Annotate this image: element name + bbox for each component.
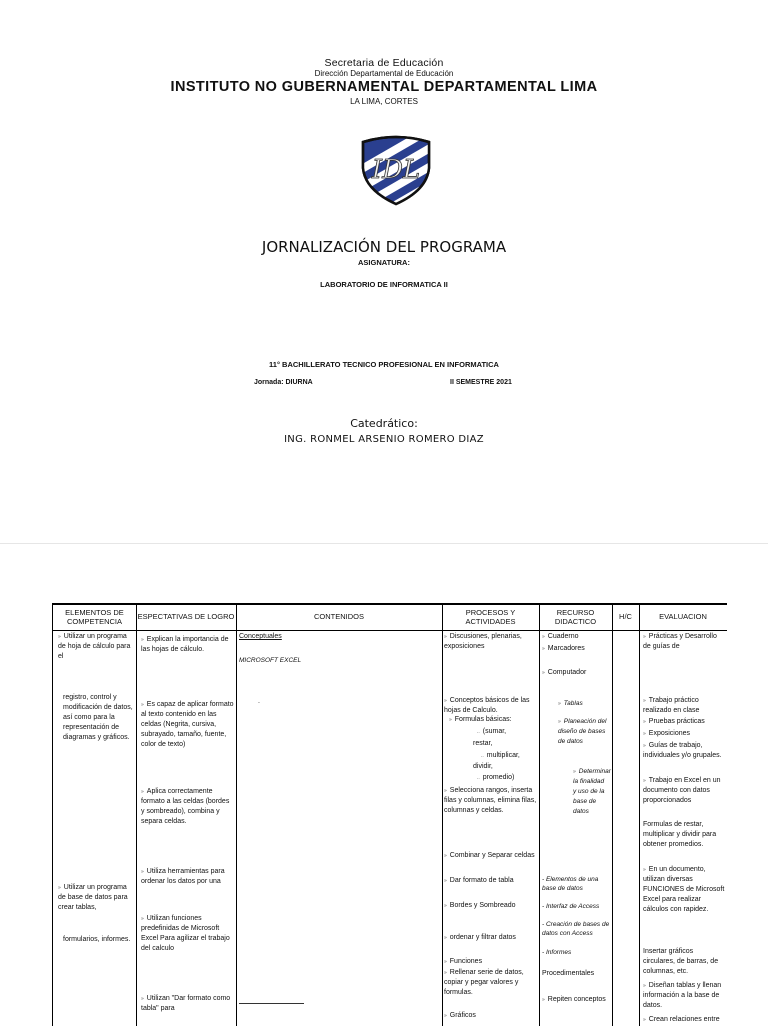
recurso-item: » Marcadores bbox=[542, 645, 585, 652]
recurso-item: Procedimentales bbox=[542, 970, 595, 977]
evaluacion-item: » En un documento, utilizan diversas FUNCIONES de Microsoft Excel para realizar cálculos con rapidez. bbox=[643, 866, 725, 913]
procesos-item: » ordenar y filtrar datos bbox=[444, 934, 516, 941]
procesos-item: .. (sumar, bbox=[477, 728, 507, 735]
logro-item: » Utiliza herramientas para ordenar los datos por una bbox=[141, 868, 225, 885]
procesos-item: dividir, bbox=[473, 763, 493, 770]
competencia-item: » Utilizar un programa de base de datos para crear tablas, bbox=[58, 884, 128, 911]
procesos-item: » Rellenar serie de datos, copiar y pegar valores y formulas. bbox=[444, 969, 524, 996]
jornada-text: Jornada: DIURNA bbox=[254, 379, 313, 386]
location-text: LA LIMA, CORTES bbox=[350, 97, 418, 106]
header-logro: ESPECTATIVAS DE LOGRO bbox=[137, 612, 235, 622]
recurso-item: » Tablas bbox=[558, 700, 583, 707]
procesos-item: » Funciones bbox=[444, 958, 483, 965]
evaluacion-item: » Trabajo en Excel en un documento con datos proporcionados bbox=[643, 777, 721, 804]
semestre-text: II SEMESTRE 2021 bbox=[450, 379, 512, 386]
institute-logo bbox=[357, 134, 435, 206]
contenidos-conceptuales: Conceptuales bbox=[239, 633, 282, 640]
logro-item: » Es capaz de aplicar formato al texto contenido en las celdas (Negrita, cursiva, subrayado, tamaño, fuente, color de texto) bbox=[141, 701, 234, 748]
page-separator bbox=[0, 543, 768, 544]
institute-name: INSTITUTO NO GUBERNAMENTAL DEPARTAMENTAL LIMA bbox=[170, 79, 598, 95]
recurso-item: - Informes bbox=[542, 949, 572, 956]
logro-item: » Utilizan funciones predefinidas de Microsoft Excel Para agilizar el trabajo del calculo bbox=[141, 915, 230, 952]
procesos-item: » Selecciona rangos, inserta filas y columnas, elimina filas, columnas y celdas. bbox=[444, 787, 537, 814]
catedratico-label: Catedrático: bbox=[350, 417, 418, 430]
procesos-item: » Formulas básicas: bbox=[449, 716, 512, 723]
evaluacion-item: » Exposiciones bbox=[643, 730, 691, 737]
asignatura-label: ASIGNATURA: bbox=[358, 258, 410, 267]
procesos-item: » Combinar y Separar celdas bbox=[444, 852, 535, 859]
evaluacion-item: Insertar gráficos circulares, de barras, de columnas, etc. bbox=[643, 948, 719, 975]
competencia-item: registro, control y modificación de datos, así como para la representación de diagramas y gráficos. bbox=[63, 694, 133, 741]
evaluacion-item: » Crean relaciones entre bbox=[643, 1016, 720, 1023]
evaluacion-item: » Diseñan tablas y llenan información a la base de datos. bbox=[643, 982, 722, 1009]
evaluacion-item: Formulas de restar, multiplicar y dividir para obtener promedios. bbox=[643, 821, 717, 848]
procesos-item: restar, bbox=[473, 740, 493, 747]
recurso-item: » Repiten conceptos bbox=[542, 996, 606, 1003]
header-recurso: RECURSO DIDACTICO bbox=[554, 608, 597, 626]
logro-item: » Aplica correctamente formato a las celdas (bordes y sombreado), combina y separa celdas. bbox=[141, 788, 230, 825]
contenidos-dot: . bbox=[258, 698, 260, 705]
recurso-item: - Elementos de una base de datos bbox=[542, 876, 599, 892]
procesos-item: » Dar formato de tabla bbox=[444, 877, 514, 884]
curriculum-table bbox=[52, 603, 727, 1026]
direccion-heading: Dirección Departamental de Educación bbox=[314, 69, 454, 78]
logro-item: » Utilizan "Dar formato como tabla" para bbox=[141, 995, 231, 1012]
secretaria-heading: Secretaria de Educación bbox=[324, 57, 444, 69]
header-hc: H/C bbox=[619, 612, 632, 622]
procesos-item: » Discusiones, plenarias, exposiciones bbox=[444, 633, 522, 650]
asignatura-name: LABORATORIO DE INFORMATICA II bbox=[320, 280, 448, 289]
evaluacion-item: » Prácticas y Desarrollo de guías de bbox=[643, 633, 717, 650]
header-contenidos: CONTENIDOS bbox=[313, 612, 364, 622]
recurso-item: » Determinar la finalidad y uso de la base de datos bbox=[573, 768, 611, 815]
recurso-item: » Planeación del diseño de bases de datos bbox=[558, 718, 607, 745]
header-evaluacion: EVALUACION bbox=[659, 612, 707, 622]
procesos-item: » Gráficos bbox=[444, 1012, 476, 1019]
recurso-item: » Computador bbox=[542, 669, 587, 676]
procesos-item: » Conceptos básicos de las hojas de Calculo. bbox=[444, 697, 530, 714]
evaluacion-item: » Guías de trabajo, individuales y/o grupales. bbox=[643, 742, 722, 759]
table-header-row bbox=[53, 605, 727, 631]
document-title: JORNALIZACIÓN DEL PROGRAMA bbox=[261, 238, 507, 256]
contenidos-excel: MICROSOFT EXCEL bbox=[239, 657, 302, 664]
evaluacion-item: » Pruebas prácticas bbox=[643, 718, 705, 725]
catedratico-name: ING. RONMEL ARSENIO ROMERO DIAZ bbox=[284, 434, 484, 445]
competencia-item: formularios, informes. bbox=[63, 936, 131, 943]
procesos-item: » Bordes y Sombreado bbox=[444, 902, 516, 909]
evaluacion-item: » Trabajo práctico realizado en clase bbox=[643, 697, 700, 714]
competencia-item: » Utilizar un programa de hoja de cálculo para el bbox=[58, 633, 131, 660]
logo-lettering: IDL bbox=[371, 155, 421, 185]
procesos-item: .. promedio) bbox=[477, 774, 515, 781]
recurso-item: - Interfaz de Access bbox=[542, 903, 600, 910]
header-competencia: ELEMENTOS DE COMPETENCIA bbox=[65, 608, 124, 626]
logro-item: » Explican la importancia de las hojas de cálculo. bbox=[141, 636, 229, 653]
recurso-item: - Creación de bases de datos con Access bbox=[542, 921, 610, 937]
column-divider bbox=[612, 605, 640, 1026]
bachillerato-text: 11° BACHILLERATO TECNICO PROFESIONAL EN INFORMATICA bbox=[269, 360, 499, 369]
column-divider bbox=[236, 605, 443, 1026]
column-divider bbox=[53, 605, 137, 1026]
recurso-item: » Cuaderno bbox=[542, 633, 579, 640]
header-procesos: PROCESOS Y ACTIVIDADES bbox=[465, 608, 516, 626]
procesos-item: .. multiplicar, bbox=[481, 752, 520, 759]
underline-rule bbox=[239, 1003, 304, 1004]
